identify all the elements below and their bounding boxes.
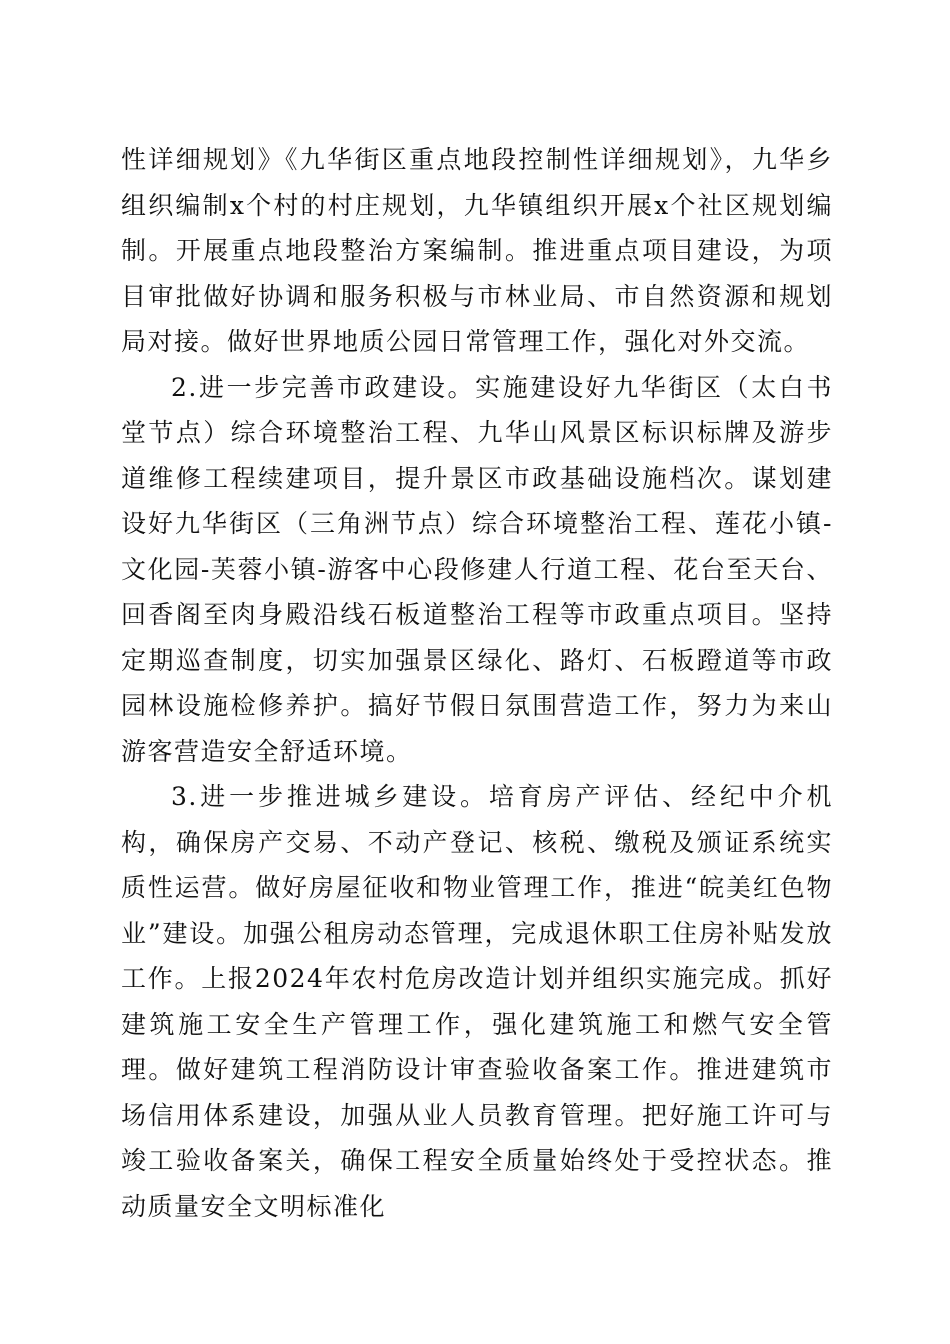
paragraph-continuation: 性详细规划》《九华街区重点地段控制性详细规划》，九华乡组织编制x个村的村庄规划，九华镇组织开展x个社区规划编制。开展重点地段整治方案编制。推进重点项目建设，为项目审批做好协调和服务积极与市林业局、市自然资源和规划局对接。做好世界地质公园日常管理工作，强化对外交流。	[121, 145, 833, 356]
body-text	[121, 137, 833, 1229]
paragraph-item-3: 3.进一步推进城乡建设。培育房产评估、经纪中介机构，确保房产交易、不动产登记、核税、缴税及颁证系统实质性运营。做好房屋征收和物业管理工作，推进“皖美红色物业”建设。加强公租房动态管理，完成退休职工住房补贴发放工作。上报2024年农村危房改造计划并组织实施完成。抓好建筑施工安全生产管理工作，强化建筑施工和燃气安全管理。做好建筑工程消防设计审查验收备案工作。推进建筑市场信用体系建设，加强从业人员教育管理。把好施工许可与竣工验收备案关，确保工程安全质量始终处于受控状态。推动质量安全文明标准化	[121, 782, 833, 1221]
paragraph-item-2: 2.进一步完善市政建设。实施建设好九华街区（太白书堂节点）综合环境整治工程、九华山风景区标识标牌及游步道维修工程续建项目，提升景区市政基础设施档次。谋划建设好九华街区（三角洲节点）综合环境整治工程、莲花小镇-文化园-芙蓉小镇-游客中心段修建人行道工程、花台至天台、回香阁至肉身殿沿线石板道整治工程等市政重点项目。坚持定期巡查制度，切实加强景区绿化、路灯、石板蹬道等市政园林设施检修养护。搞好节假日氛围营造工作，努力为来山游客营造安全舒适环境。	[121, 372, 833, 766]
